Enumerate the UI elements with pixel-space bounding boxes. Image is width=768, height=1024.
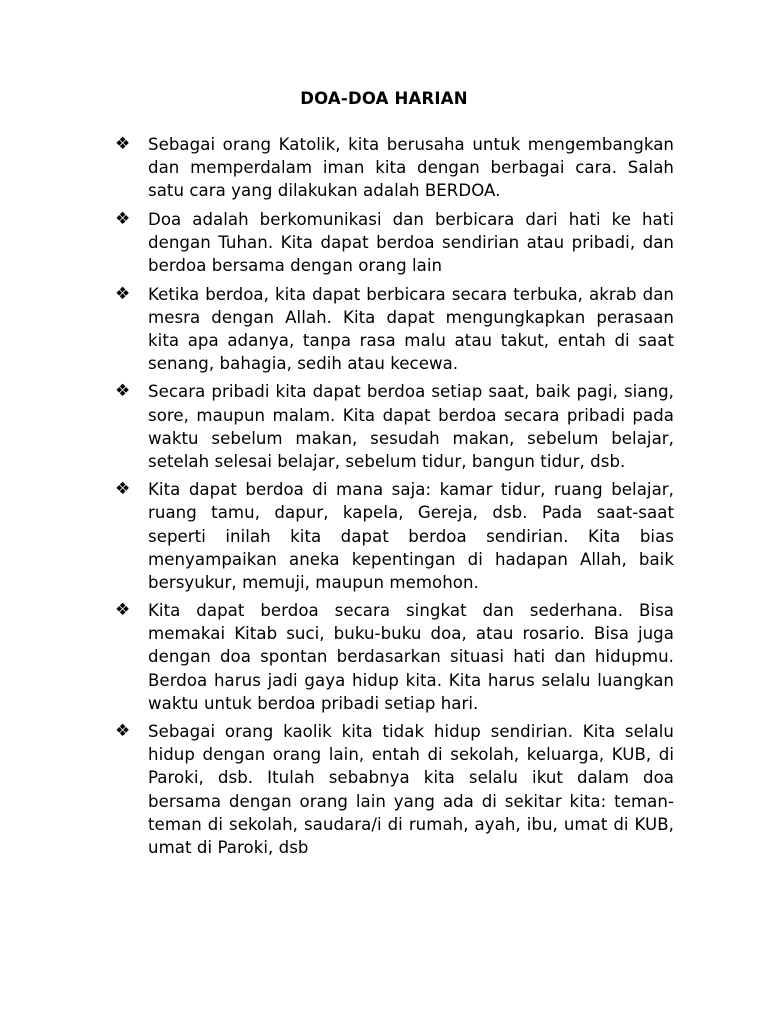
diamond-bullet-icon: ❖	[115, 134, 131, 154]
diamond-bullet-icon: ❖	[115, 600, 131, 621]
list-item-text: Doa adalah berkomunikasi dan berbicara dari hati ke hati dengan Tuhan. Kita dapat berdoa sendirian atau pribadi, dan berdoa bersama dengan orang lain	[148, 209, 674, 275]
bullet-list	[0, 133, 768, 864]
list-item	[0, 133, 768, 202]
list-item-text: Sebagai orang Katolik, kita berusaha untuk mengembangkan dan memperdalam iman kita dengan berbagai cara. Salah satu cara yang dilakukan adalah BERDOA.	[148, 135, 674, 201]
diamond-bullet-icon: ❖	[115, 208, 131, 229]
list-item	[0, 599, 768, 714]
diamond-bullet-icon: ❖	[115, 479, 131, 500]
list-item-text: Sebagai orang kaolik kita tidak hidup sendirian. Kita selalu hidup dengan orang lain, entah di sekolah, keluarga, KUB, di Paroki, dsb. Itulah sebabnya kita selalu ikut dalam doa bersama dengan orang lain yang ada di sekitar kita: teman-teman di sekolah, saudara/i di rumah, ayah, ibu, umat di KUB, umat di Paroki, dsb	[148, 722, 674, 857]
list-item-text: Kita dapat berdoa secara singkat dan sederhana. Bisa memakai Kitab suci, buku-buku doa, atau rosario. Bisa juga dengan doa spontan berdasarkan situasi hati dan hidupmu. Berdoa harus jadi gaya hidup kita. Kita harus selalu luangkan waktu untuk berdoa pribadi setiap hari.	[148, 601, 674, 713]
list-item-text: Secara pribadi kita dapat berdoa setiap saat, baik pagi, siang, sore, maupun malam. Kita dapat berdoa secara pribadi pada waktu sebelum makan, sesudah makan, sebelum belajar, setelah selesai belajar, sebelum tidur, bangun tidur, dsb.	[148, 382, 674, 471]
list-item-text: Ketika berdoa, kita dapat berbicara secara terbuka, akrab dan mesra dengan Allah. Kita dapat mengungkapkan perasaan kita apa adanya, tanpa rasa malu atau takut, entah di saat senang, bahagia, sedih atau kecewa.	[148, 284, 674, 373]
list-item-text: Kita dapat berdoa di mana saja: kamar tidur, ruang belajar, ruang tamu, dapur, kapela, Gereja, dsb. Pada saat-saat seperti inilah kita dapat berdoa sendirian. Kita bias menyampaikan aneka kepentingan di hadapan Allah, baik bersyukur, memuji, maupun memohon.	[148, 480, 674, 592]
diamond-bullet-icon: ❖	[115, 721, 131, 742]
list-item	[0, 208, 768, 277]
diamond-bullet-icon: ❖	[115, 283, 131, 304]
document-title: DOA-DOA HARIAN	[300, 89, 468, 108]
list-item	[0, 720, 768, 859]
list-item	[0, 380, 768, 472]
diamond-bullet-icon: ❖	[115, 381, 131, 402]
list-item	[0, 478, 768, 593]
list-item	[0, 283, 768, 375]
